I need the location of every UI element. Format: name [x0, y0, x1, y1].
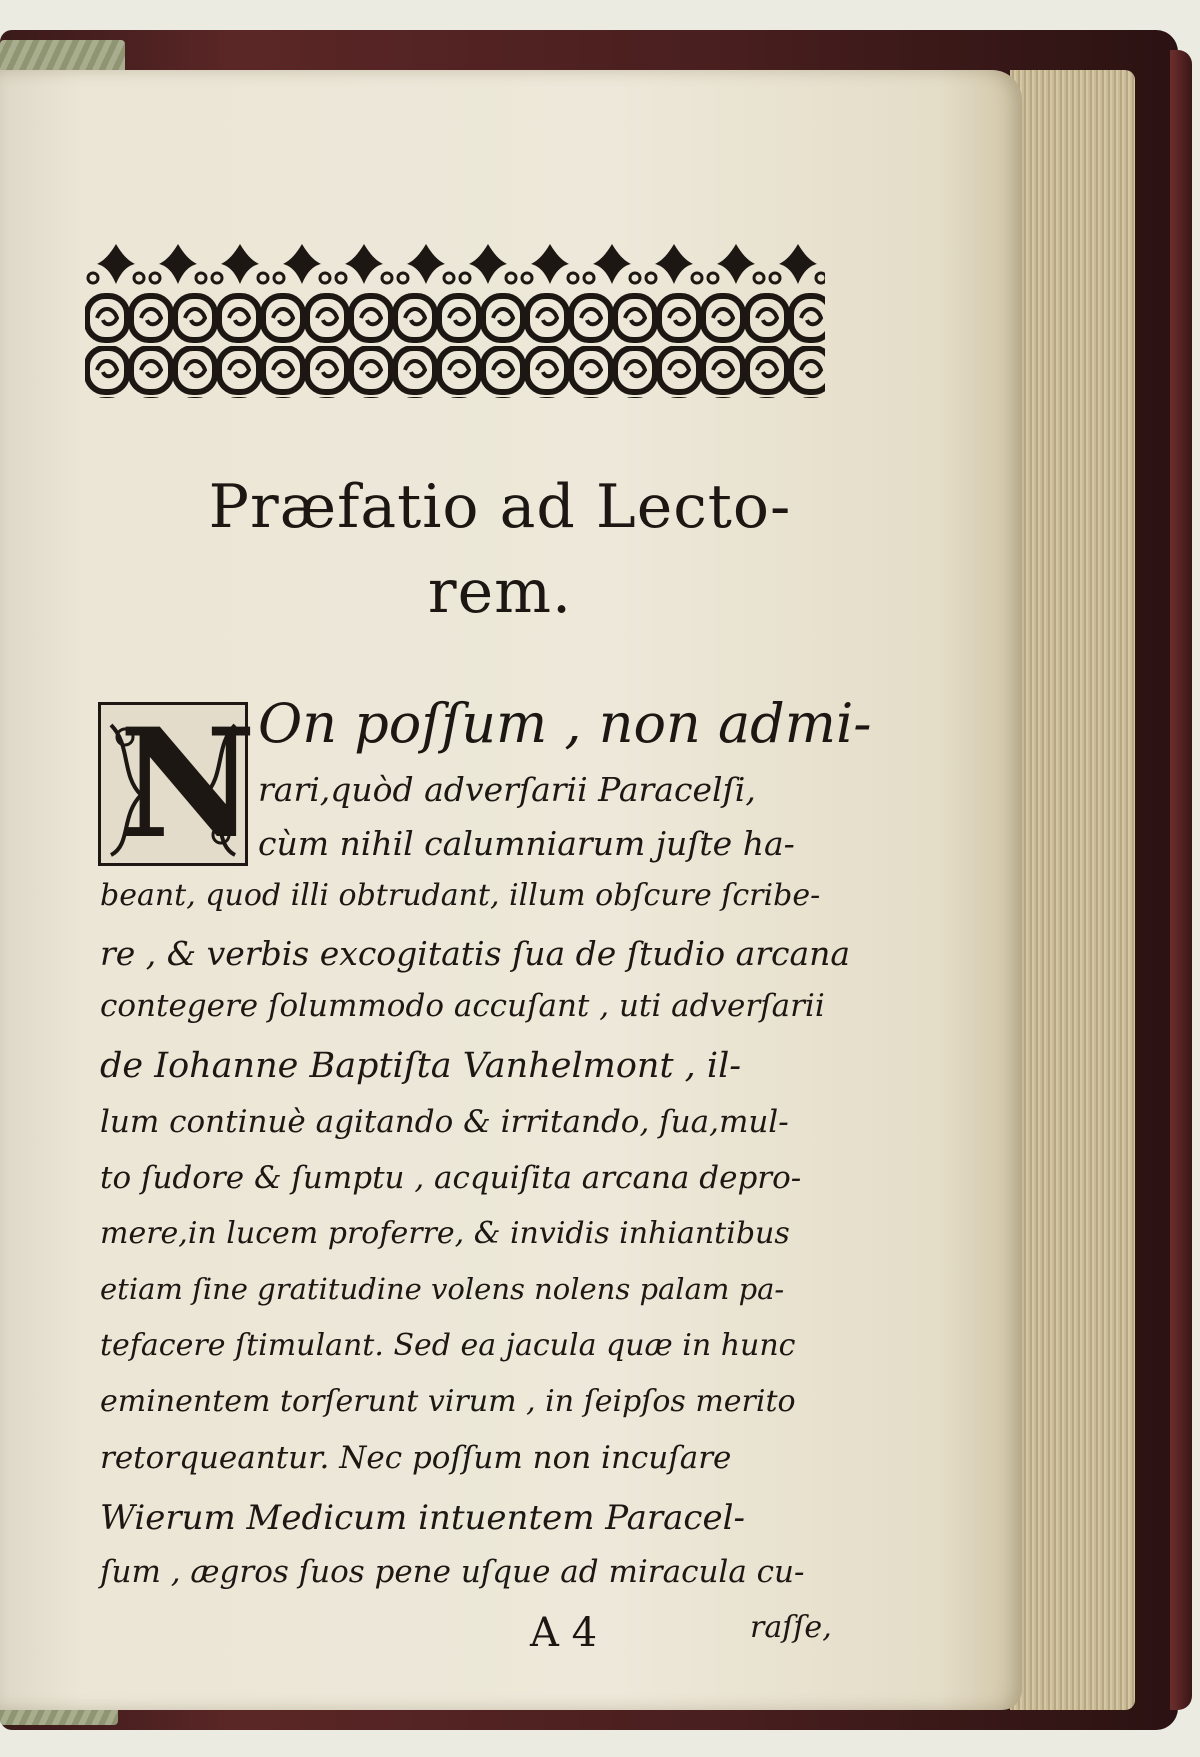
initial-letter: N — [119, 696, 257, 872]
decorated-initial — [98, 696, 257, 872]
book-page — [0, 70, 1022, 1710]
text-line-1: On poſſum , non admi- — [258, 692, 872, 755]
cover-edge — [1170, 50, 1192, 1710]
text-line-9: to ſudore & ſumptu , acquiſita arcana depro- — [100, 1160, 802, 1196]
page-title-line-2: rem. — [427, 557, 573, 627]
text-line-4: beant, quod illi obtrudant, illum obſcure ſcribe- — [100, 878, 821, 913]
catchword: raſſe, — [750, 1610, 832, 1645]
text-line-15: Wierum Medicum intuentem Paracel- — [100, 1498, 745, 1538]
signature-mark: A 4 — [530, 1610, 598, 1656]
text-line-7: de Iohanne Baptiſta Vanhelmont , il- — [100, 1046, 742, 1086]
page-title-line-1: Præfatio ad Lecto- — [208, 472, 792, 542]
page-fore-edge — [1010, 70, 1135, 1710]
text-line-12: tefacere ſtimulant. Sed ea jacula quæ in hunc — [100, 1328, 796, 1363]
text-line-14: retorqueantur. Nec poſſum non incuſare — [100, 1440, 732, 1476]
text-line-10: mere,in lucem proferre, & invidis inhiantibus — [100, 1216, 790, 1251]
text-line-6: contegere ſolummodo accuſant , uti adverſarii — [100, 988, 825, 1024]
text-line-5: re , & verbis excogitatis ſua de ſtudio arcana — [100, 934, 851, 973]
text-line-8: lum continuè agitando & irritando, ſua,mul- — [100, 1104, 789, 1140]
text-line-3: cùm nihil calumniarum juſte ha- — [258, 824, 795, 863]
text-line-16: ſum , ægros ſuos pene uſque ad miracula cu- — [100, 1554, 805, 1590]
text-line-2: rari,quòd adverſarii Paracelſi, — [258, 770, 756, 809]
text-line-13: eminentem torſerunt virum , in ſeipſos merito — [100, 1384, 796, 1419]
text-line-11: etiam ſine gratitudine volens nolens palam pa- — [100, 1272, 785, 1306]
ornamental-headpiece — [85, 240, 825, 400]
